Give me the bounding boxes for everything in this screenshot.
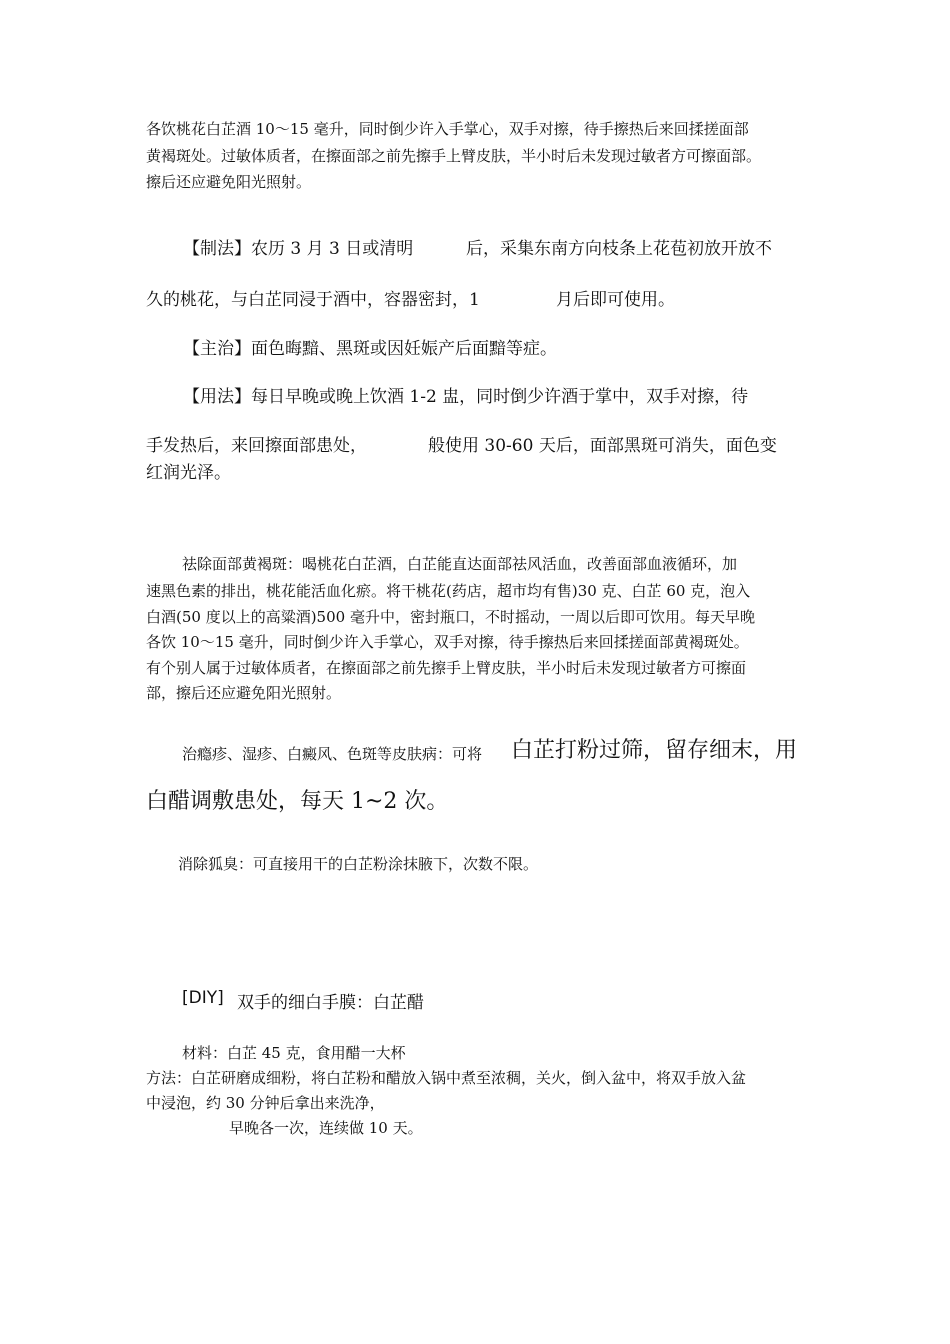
text-line: 各饮 10～15 毫升，同时倒少许入手掌心，双手对擦，待手擦热后来回揉搓面部黄褐斑处。 <box>146 633 749 651</box>
text-line: 白酒(50 度以上的高粱酒)500 毫升中，密封瓶口，不时摇动，一周以后即可饮用。每天早晚 <box>146 608 755 626</box>
yongfa-line: 【用法】每日早晚或晚上饮酒 1-2 盅，同时倒少许酒于掌中，双手对擦，待 <box>183 387 749 407</box>
diy-tag: [DIY] <box>182 988 224 1008</box>
method-line: 中浸泡，约 30 分钟后拿出来洗净， <box>146 1094 385 1112</box>
material-line: 材料：白芷 45 克，食用醋一大杯 <box>182 1044 406 1062</box>
zhuzhi-line: 【主治】面色晦黯、黑斑或因妊娠产后面黯等症。 <box>183 339 557 359</box>
method-line: 方法：白芷研磨成细粉，将白芷粉和醋放入锅中煮至浓稠，关火，倒入盆中，将双手放入盆 <box>146 1069 747 1087</box>
section-title: 双手的细白手膜：白芷醋 <box>237 993 424 1013</box>
text-line: 手发热后，来回擦面部患处， <box>146 436 367 456</box>
text-line: 消除狐臭：可直接用干的白芷粉涂抹腋下，次数不限。 <box>178 855 539 873</box>
text-line: 久的桃花，与白芷同浸于酒中，容器密封，1 <box>146 290 480 310</box>
text-line: 黄褐斑处。过敏体质者，在擦面部之前先擦手上臂皮肤，半小时后未发现过敏者方可擦面部。 <box>146 147 762 165</box>
text-line: 擦后还应避免阳光照射。 <box>146 173 312 191</box>
text-line: 速黑色素的排出，桃花能活血化瘀。将干桃花(药店，超市均有售)30 克、白芷 60 克，泡入 <box>146 582 751 600</box>
zhifa-text: 后，采集东南方向枝条上花苞初放开放不 <box>466 239 772 259</box>
text-line-large: 白芷打粉过筛，留存细末，用 <box>511 738 798 763</box>
text-line: 祛除面部黄褐斑：喝桃花白芷酒，白芷能直达面部祛风活血，改善面部血液循环，加 <box>182 555 738 573</box>
text-line: 有个别人属于过敏体质者，在擦面部之前先擦手上臂皮肤，半小时后未发现过敏者方可擦面 <box>146 659 747 677</box>
text-line: 月后即可使用。 <box>556 290 675 310</box>
text-line: 般使用 30-60 天后，面部黑斑可消失，面色变 <box>428 436 777 456</box>
text-line: 红润光泽。 <box>146 463 231 483</box>
text-line: 治瘾疹、湿疹、白癜风、色斑等皮肤病：可将 <box>182 745 483 763</box>
method-line: 早晚各一次，连续做 10 天。 <box>229 1119 423 1137</box>
text-line: 各饮桃花白芷酒 10～15 毫升，同时倒少许入手掌心，双手对擦，待手擦热后来回揉搓面部 <box>146 120 749 138</box>
text-line-large: 白醋调敷患处，每天 1~2 次。 <box>146 789 449 814</box>
text-line: 部，擦后还应避免阳光照射。 <box>146 684 342 702</box>
zhifa-label: 【制法】农历 3 月 3 日或清明 <box>183 239 414 259</box>
